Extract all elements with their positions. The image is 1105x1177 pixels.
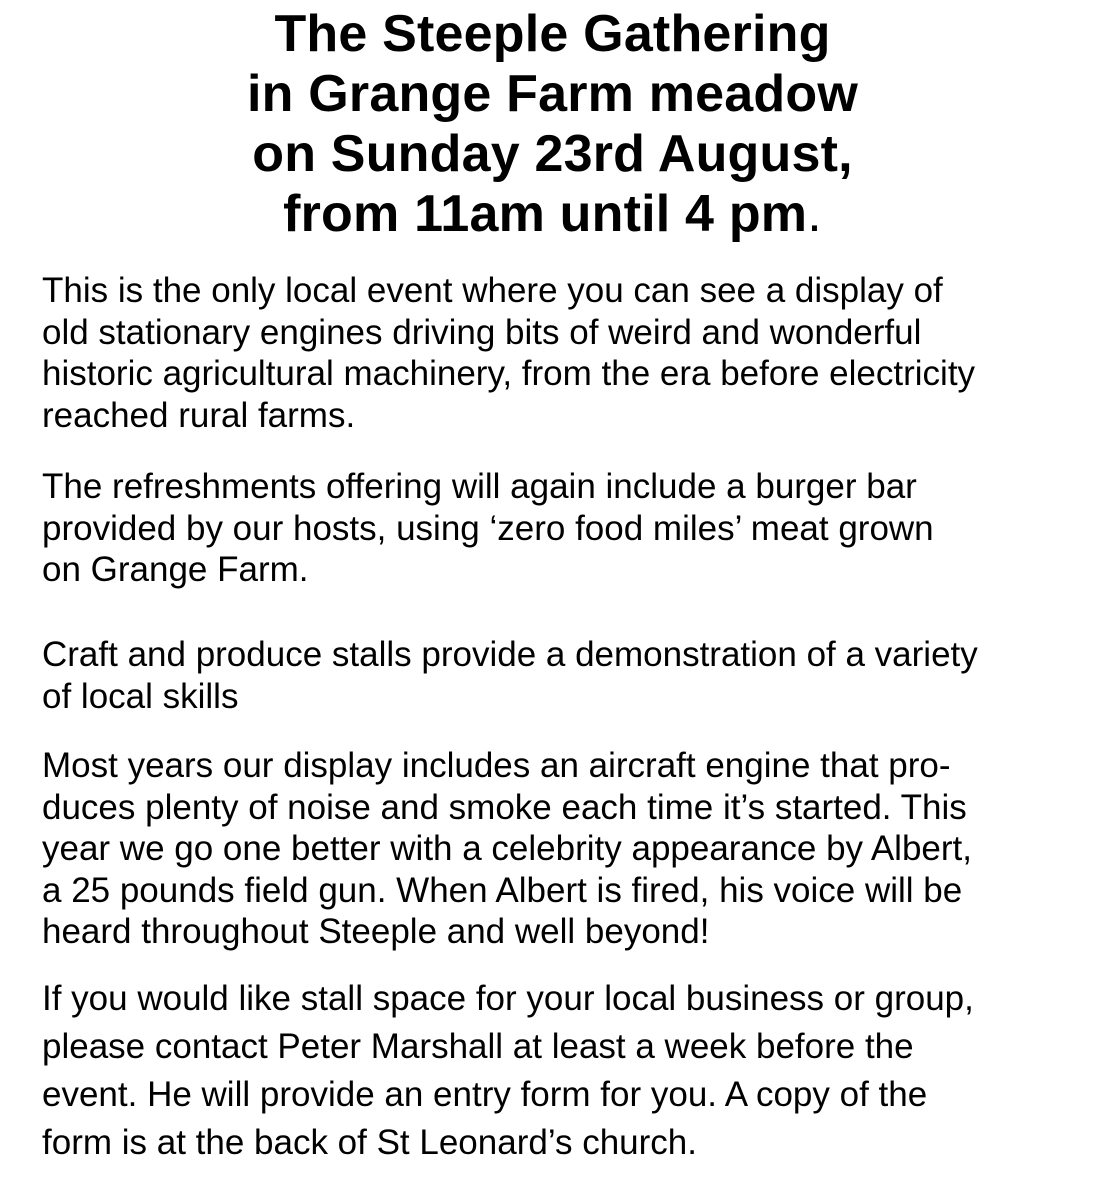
paragraph-line: old stationary engines driving bits of weird and wonderful xyxy=(42,312,922,352)
paragraph-line: If you would like stall space for your local business or group, xyxy=(42,979,974,1018)
paragraph-line: Most years our display includes an aircraft engine that pro- xyxy=(42,746,951,785)
paragraph-line: form is at the back of St Leonard’s church. xyxy=(42,1123,697,1162)
paragraph-line: of local skills xyxy=(42,676,239,716)
paragraph-line: The refreshments offering will again include a burger bar xyxy=(42,467,917,506)
paragraph-line: duces plenty of noise and smoke each time it’s started. This xyxy=(42,787,967,827)
paragraph-line: Craft and produce stalls provide a demonstration of a variety xyxy=(42,635,978,674)
paragraph-line: please contact Peter Marshall at least a week before the xyxy=(42,1027,914,1066)
paragraph-engines xyxy=(42,270,1082,436)
paragraph-craft-stalls xyxy=(42,634,1082,717)
event-time-text: from 11am until 4 pm xyxy=(283,185,808,243)
event-location: in Grange Farm meadow xyxy=(246,65,858,123)
paragraph-line: This is the only local event where you can see a display of xyxy=(42,271,943,310)
event-time xyxy=(0,184,1105,244)
paragraph-field-gun xyxy=(42,745,1082,953)
event-heading xyxy=(0,4,1105,244)
paragraph-refreshments xyxy=(42,466,1082,591)
paragraph-line: historic agricultural machinery, from the era before electricity xyxy=(42,354,976,393)
paragraph-line: event. He will provide an entry form for you. A copy of the xyxy=(42,1075,928,1114)
event-date: on Sunday 23rd August, xyxy=(252,125,853,183)
paragraph-line: on Grange Farm. xyxy=(42,550,309,589)
paragraph-line: provided by our hosts, using ‘zero food miles’ meat grown xyxy=(42,508,934,548)
paragraph-stall-booking xyxy=(42,975,1082,1167)
paragraph-line: reached rural farms. xyxy=(42,395,356,435)
event-time-period: . xyxy=(807,185,822,243)
event-title: The Steeple Gathering xyxy=(274,5,831,63)
paragraph-line: heard throughout Steeple and well beyond! xyxy=(42,912,710,951)
paragraph-line: year we go one better with a celebrity appearance by Albert, xyxy=(42,829,972,868)
paragraph-line: a 25 pounds field gun. When Albert is fired, his voice will be xyxy=(42,870,963,910)
